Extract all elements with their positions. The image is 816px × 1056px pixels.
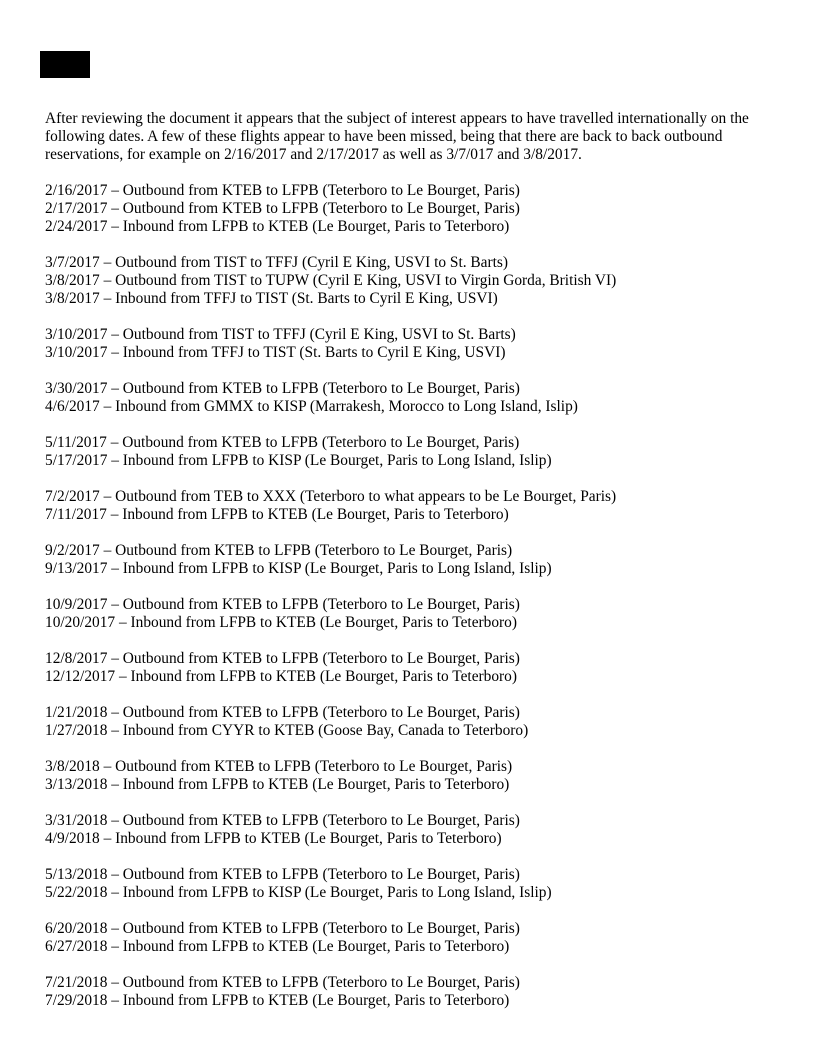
flight-entry: 3/31/2018 – Outbound from KTEB to LFPB (Teterboro to Le Bourget, Paris): [45, 812, 520, 829]
flight-group: [45, 650, 785, 686]
flight-entry: 5/13/2018 – Outbound from KTEB to LFPB (Teterboro to Le Bourget, Paris): [45, 866, 520, 883]
flight-entry: 7/11/2017 – Inbound from LFPB to KTEB (Le Bourget, Paris to Teterboro): [45, 506, 509, 523]
flight-entry: 7/29/2018 – Inbound from LFPB to KTEB (Le Bourget, Paris to Teterboro): [45, 992, 510, 1009]
redaction-box: [40, 51, 90, 78]
flight-entry: 3/13/2018 – Inbound from LFPB to KTEB (Le Bourget, Paris to Teterboro): [45, 776, 510, 793]
flight-group: [45, 704, 785, 740]
flight-entry: 2/16/2017 – Outbound from KTEB to LFPB (Teterboro to Le Bourget, Paris): [45, 182, 520, 199]
intro-paragraph: After reviewing the document it appears that the subject of interest appears to have travelled internationally on the following dates. A few of these flights appear to have been missed, being that there are back to back outbound reservations, for example on 2/16/2017 and 2/17/2017 as well as 3/7/017 and 3/8/2017.: [45, 110, 749, 163]
flight-entry: 4/9/2018 – Inbound from LFPB to KTEB (Le Bourget, Paris to Teterboro): [45, 830, 502, 847]
flight-group: [45, 542, 785, 578]
flight-group: [45, 380, 785, 416]
flight-entry: 3/8/2018 – Outbound from KTEB to LFPB (Teterboro to Le Bourget, Paris): [45, 758, 513, 775]
flight-entry: 2/17/2017 – Outbound from KTEB to LFPB (Teterboro to Le Bourget, Paris): [45, 200, 520, 217]
flight-entry: 3/30/2017 – Outbound from KTEB to LFPB (Teterboro to Le Bourget, Paris): [45, 380, 520, 397]
flight-group: [45, 488, 785, 524]
flight-entry: 5/17/2017 – Inbound from LFPB to KISP (Le Bourget, Paris to Long Island, Islip): [45, 452, 552, 469]
flight-entry: 2/24/2017 – Inbound from LFPB to KTEB (Le Bourget, Paris to Teterboro): [45, 218, 510, 235]
flight-entry: 5/22/2018 – Inbound from LFPB to KISP (Le Bourget, Paris to Long Island, Islip): [45, 884, 552, 901]
flight-entry: 1/21/2018 – Outbound from KTEB to LFPB (Teterboro to Le Bourget, Paris): [45, 704, 520, 721]
flight-group: [45, 920, 785, 956]
flight-entry: 6/27/2018 – Inbound from LFPB to KTEB (Le Bourget, Paris to Teterboro): [45, 938, 510, 955]
flight-entry: 7/2/2017 – Outbound from TEB to XXX (Teterboro to what appears to be Le Bourget, Paris): [45, 488, 617, 505]
flight-group: [45, 434, 785, 470]
flight-group: [45, 254, 785, 308]
flight-entry: 9/2/2017 – Outbound from KTEB to LFPB (Teterboro to Le Bourget, Paris): [45, 542, 513, 559]
flight-entry: 7/21/2018 – Outbound from KTEB to LFPB (Teterboro to Le Bourget, Paris): [45, 974, 520, 991]
flight-entry: 4/6/2017 – Inbound from GMMX to KISP (Marrakesh, Morocco to Long Island, Islip): [45, 398, 578, 415]
flight-entry: 5/11/2017 – Outbound from KTEB to LFPB (Teterboro to Le Bourget, Paris): [45, 434, 520, 451]
flight-entry: 12/8/2017 – Outbound from KTEB to LFPB (Teterboro to Le Bourget, Paris): [45, 650, 520, 667]
flight-entry: 10/20/2017 – Inbound from LFPB to KTEB (Le Bourget, Paris to Teterboro): [45, 614, 517, 631]
flight-group: [45, 812, 785, 848]
flight-entry: 3/10/2017 – Outbound from TIST to TFFJ (Cyril E King, USVI to St. Barts): [45, 326, 516, 343]
flight-entry: 3/8/2017 – Inbound from TFFJ to TIST (St. Barts to Cyril E King, USVI): [45, 290, 498, 307]
flight-group: [45, 974, 785, 1010]
flight-entry: 10/9/2017 – Outbound from KTEB to LFPB (Teterboro to Le Bourget, Paris): [45, 596, 520, 613]
flight-group: [45, 758, 785, 794]
flight-list: [45, 182, 785, 1028]
flight-entry: 3/8/2017 – Outbound from TIST to TUPW (Cyril E King, USVI to Virgin Gorda, British VI): [45, 272, 617, 289]
flight-group: [45, 866, 785, 902]
flight-group: [45, 182, 785, 236]
flight-entry: 6/20/2018 – Outbound from KTEB to LFPB (Teterboro to Le Bourget, Paris): [45, 920, 520, 937]
flight-entry: 12/12/2017 – Inbound from LFPB to KTEB (Le Bourget, Paris to Teterboro): [45, 668, 517, 685]
flight-group: [45, 326, 785, 362]
flight-entry: 3/7/2017 – Outbound from TIST to TFFJ (Cyril E King, USVI to St. Barts): [45, 254, 509, 271]
flight-entry: 1/27/2018 – Inbound from CYYR to KTEB (Goose Bay, Canada to Teterboro): [45, 722, 529, 739]
flight-entry: 3/10/2017 – Inbound from TFFJ to TIST (St. Barts to Cyril E King, USVI): [45, 344, 506, 361]
flight-group: [45, 596, 785, 632]
flight-entry: 9/13/2017 – Inbound from LFPB to KISP (Le Bourget, Paris to Long Island, Islip): [45, 560, 552, 577]
